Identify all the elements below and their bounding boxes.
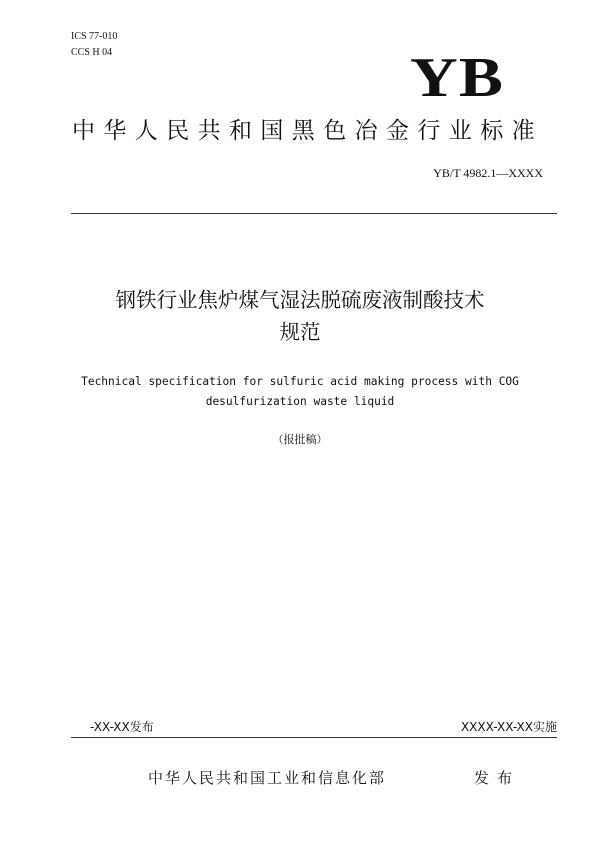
classification-codes: [71, 29, 117, 61]
ics-code: ICS 77-010: [71, 31, 118, 42]
ccs-code: CCS H 04: [71, 47, 113, 58]
chinese-title: [60, 284, 540, 348]
implementation-date: XXXX-XX-XX实施: [460, 720, 557, 734]
standard-category: 中华人民共和国黑色冶金行业标准: [72, 118, 543, 144]
issue-date: -XX-XX发布: [90, 720, 154, 734]
draft-status: （报批稿）: [272, 433, 328, 446]
yb-logo: YB: [410, 47, 505, 109]
publish-label: 发布: [474, 769, 521, 787]
english-title-line-2: desulfurization waste liquid: [205, 395, 395, 408]
publisher: 中华人民共和国工业和信息化部: [148, 769, 387, 787]
bottom-divider: [71, 737, 557, 738]
standard-number: YB/T 4982.1—XXXX: [433, 166, 543, 180]
top-divider: [71, 213, 557, 214]
english-title: [60, 372, 540, 412]
english-title-line-1: Technical specification for sulfuric acid making process with COG: [81, 375, 519, 388]
chinese-title-line-2: 规范: [279, 320, 321, 344]
chinese-title-line-1: 钢铁行业焦炉煤气湿法脱硫废液制酸技术: [115, 288, 485, 312]
